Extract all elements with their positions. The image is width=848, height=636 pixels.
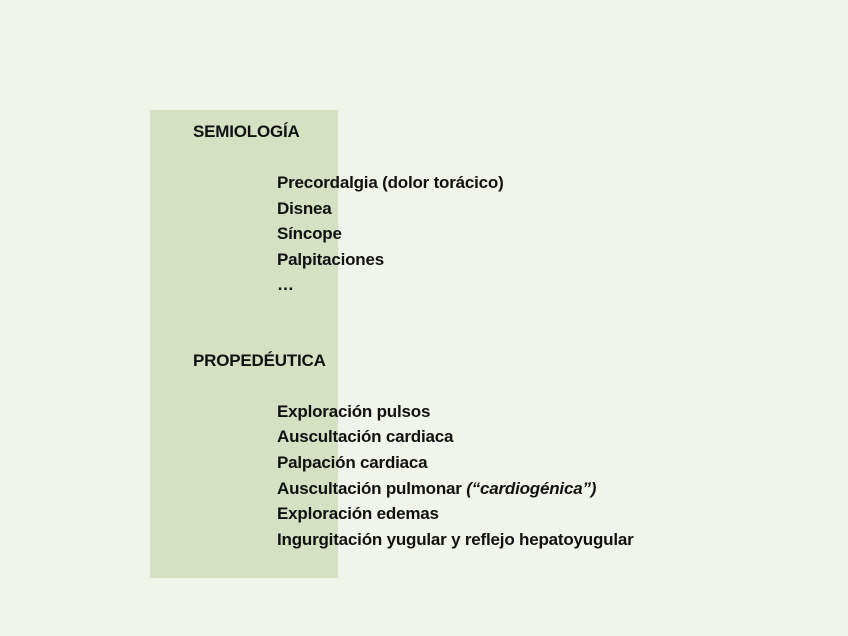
list-item-text: Auscultación pulmonar	[277, 479, 467, 498]
list-item-ellipsis: …	[277, 275, 294, 294]
list-item: Disnea	[277, 199, 332, 218]
list-item: Palpitaciones	[277, 250, 384, 269]
section-heading-propedeutica: PROPEDÉUTICA	[193, 351, 326, 370]
section-heading-semiologia: SEMIOLOGÍA	[193, 122, 300, 141]
list-item	[277, 479, 596, 499]
list-item: Auscultación cardiaca	[277, 427, 454, 446]
list-item: Ingurgitación yugular y reflejo hepatoyugular	[277, 530, 634, 549]
list-item: Precordalgia (dolor torácico)	[277, 173, 504, 192]
list-item: Exploración edemas	[277, 504, 439, 523]
list-item-italic-note: (“cardiogénica”)	[466, 479, 597, 498]
list-item: Palpación cardiaca	[277, 453, 428, 472]
list-item: Exploración pulsos	[277, 402, 431, 421]
list-item: Síncope	[277, 224, 342, 243]
